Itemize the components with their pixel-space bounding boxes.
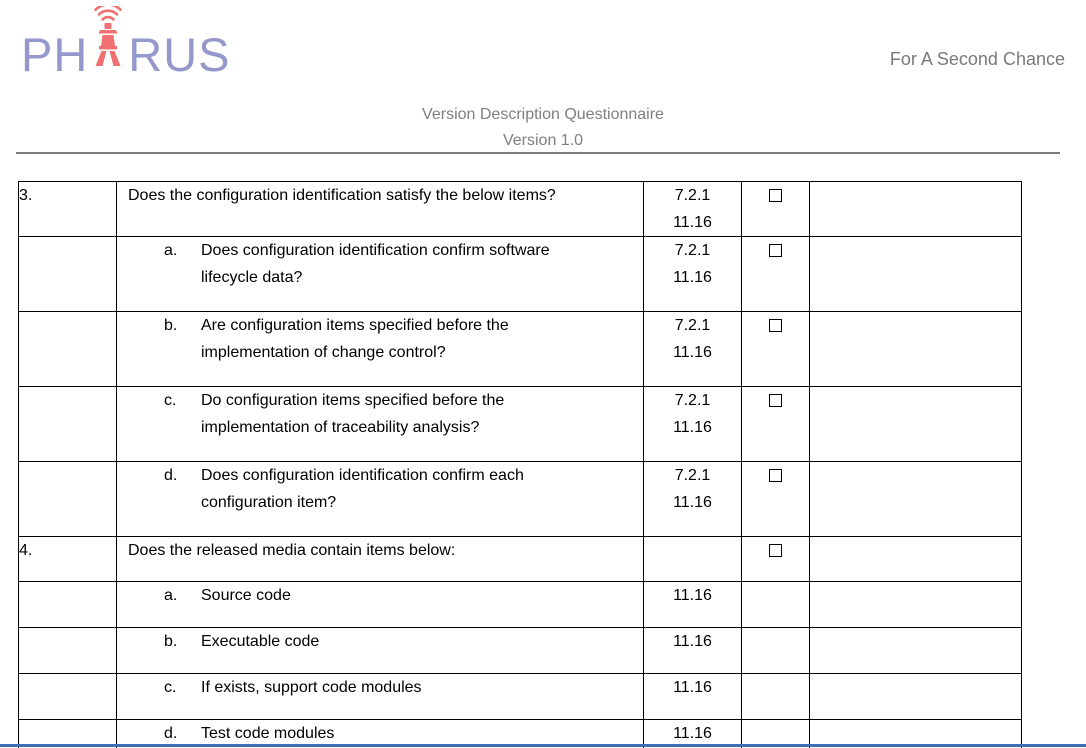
question-text: Does configuration identification confirm each configuration item? [201, 467, 524, 511]
question-text: Are configuration items specified before the implementation of change control? [201, 317, 509, 361]
question-letter: c. [164, 392, 177, 409]
question-text: If exists, support code modules [201, 679, 422, 696]
row-number: 4. [19, 542, 33, 559]
question-cell [117, 674, 644, 720]
reference-number: 11.16 [673, 214, 712, 231]
table-row [19, 462, 1022, 537]
question-text: Test code modules [201, 725, 335, 742]
lighthouse-antenna-icon [89, 6, 127, 83]
questionnaire-table-body [19, 182, 1022, 748]
question-text: Does configuration identification confirm software lifecycle data? [201, 242, 550, 286]
reference-cell [644, 237, 742, 312]
reference-cell [644, 674, 742, 720]
logo-text-right: RUS [128, 28, 231, 81]
notes-cell [810, 182, 1022, 237]
document-title: Version Description Questionnaire [422, 106, 664, 123]
reference-cell [644, 182, 742, 237]
reference-number: 11.16 [673, 269, 712, 286]
notes-cell [810, 312, 1022, 387]
reference-cell [644, 462, 742, 537]
reference-cell [644, 628, 742, 674]
table-row [19, 237, 1022, 312]
question-cell [117, 537, 644, 582]
notes-cell [810, 537, 1022, 582]
question-text: Source code [201, 587, 291, 604]
reference-number: 7.2.1 [674, 392, 711, 409]
reference-number: 11.16 [673, 494, 712, 511]
row-number-cell [19, 582, 117, 628]
question-text: Do configuration items specified before the implementation of traceability analysis? [201, 392, 505, 436]
question-letter: b. [164, 633, 178, 650]
row-number-cell [19, 237, 117, 312]
row-number-cell [19, 462, 117, 537]
reference-cell [644, 537, 742, 582]
row-number-cell [19, 182, 117, 237]
answer-checkbox[interactable] [769, 544, 782, 557]
header-divider-rule [16, 152, 1060, 154]
notes-cell [810, 462, 1022, 537]
checkbox-cell [742, 182, 810, 237]
reference-number: 11.16 [673, 419, 712, 436]
reference-cell [644, 582, 742, 628]
question-cell [117, 628, 644, 674]
question-letter: b. [164, 317, 178, 334]
question-letter: a. [164, 242, 178, 259]
notes-cell [810, 628, 1022, 674]
answer-checkbox[interactable] [769, 189, 782, 202]
row-number-cell [19, 537, 117, 582]
notes-cell [810, 237, 1022, 312]
reference-cell [644, 312, 742, 387]
notes-cell [810, 582, 1022, 628]
row-number-cell [19, 387, 117, 462]
document-version: Version 1.0 [502, 132, 584, 149]
answer-checkbox[interactable] [769, 244, 782, 257]
reference-number: 7.2.1 [674, 242, 711, 259]
table-row [19, 674, 1022, 720]
row-number-cell [19, 312, 117, 387]
reference-cell [644, 387, 742, 462]
answer-checkbox[interactable] [769, 394, 782, 407]
table-row [19, 537, 1022, 582]
questionnaire-table [18, 181, 1022, 748]
question-cell [117, 582, 644, 628]
reference-number: 11.16 [673, 633, 712, 650]
answer-checkbox[interactable] [769, 469, 782, 482]
checkbox-cell [742, 628, 810, 674]
reference-number: 11.16 [673, 679, 712, 696]
table-row [19, 628, 1022, 674]
question-letter: a. [164, 587, 178, 604]
checkbox-cell [742, 462, 810, 537]
question-cell [117, 237, 644, 312]
question-text: Executable code [201, 633, 320, 650]
checkbox-cell [742, 582, 810, 628]
reference-number: 11.16 [673, 587, 712, 604]
logo-text-left: PH [21, 28, 89, 81]
reference-number: 11.16 [673, 725, 712, 742]
notes-cell [810, 674, 1022, 720]
table-row [19, 182, 1022, 237]
question-letter: c. [164, 679, 177, 696]
question-cell [117, 182, 644, 237]
question-cell [117, 462, 644, 537]
question-letter: d. [164, 725, 178, 742]
page-edge-line [0, 744, 1086, 747]
reference-number: 7.2.1 [674, 467, 711, 484]
question-cell [117, 387, 644, 462]
question-cell [117, 312, 644, 387]
checkbox-cell [742, 674, 810, 720]
checkbox-cell [742, 387, 810, 462]
checkbox-cell [742, 237, 810, 312]
answer-checkbox[interactable] [769, 319, 782, 332]
checkbox-cell [742, 537, 810, 582]
question-letter: d. [164, 467, 178, 484]
table-row [19, 582, 1022, 628]
pharus-logo [21, 6, 231, 86]
row-number: 3. [19, 187, 33, 204]
reference-number: 7.2.1 [674, 187, 711, 204]
document-title-block [0, 102, 1086, 154]
question-text: Does the configuration identification satisfy the below items? [128, 187, 556, 204]
checkbox-cell [742, 312, 810, 387]
table-row [19, 312, 1022, 387]
question-text: Does the released media contain items below: [128, 542, 456, 559]
row-number-cell [19, 628, 117, 674]
table-row [19, 387, 1022, 462]
notes-cell [810, 387, 1022, 462]
row-number-cell [19, 674, 117, 720]
company-tagline: For A Second Chance [889, 49, 1065, 69]
reference-number: 11.16 [673, 344, 712, 361]
reference-number: 7.2.1 [674, 317, 711, 334]
